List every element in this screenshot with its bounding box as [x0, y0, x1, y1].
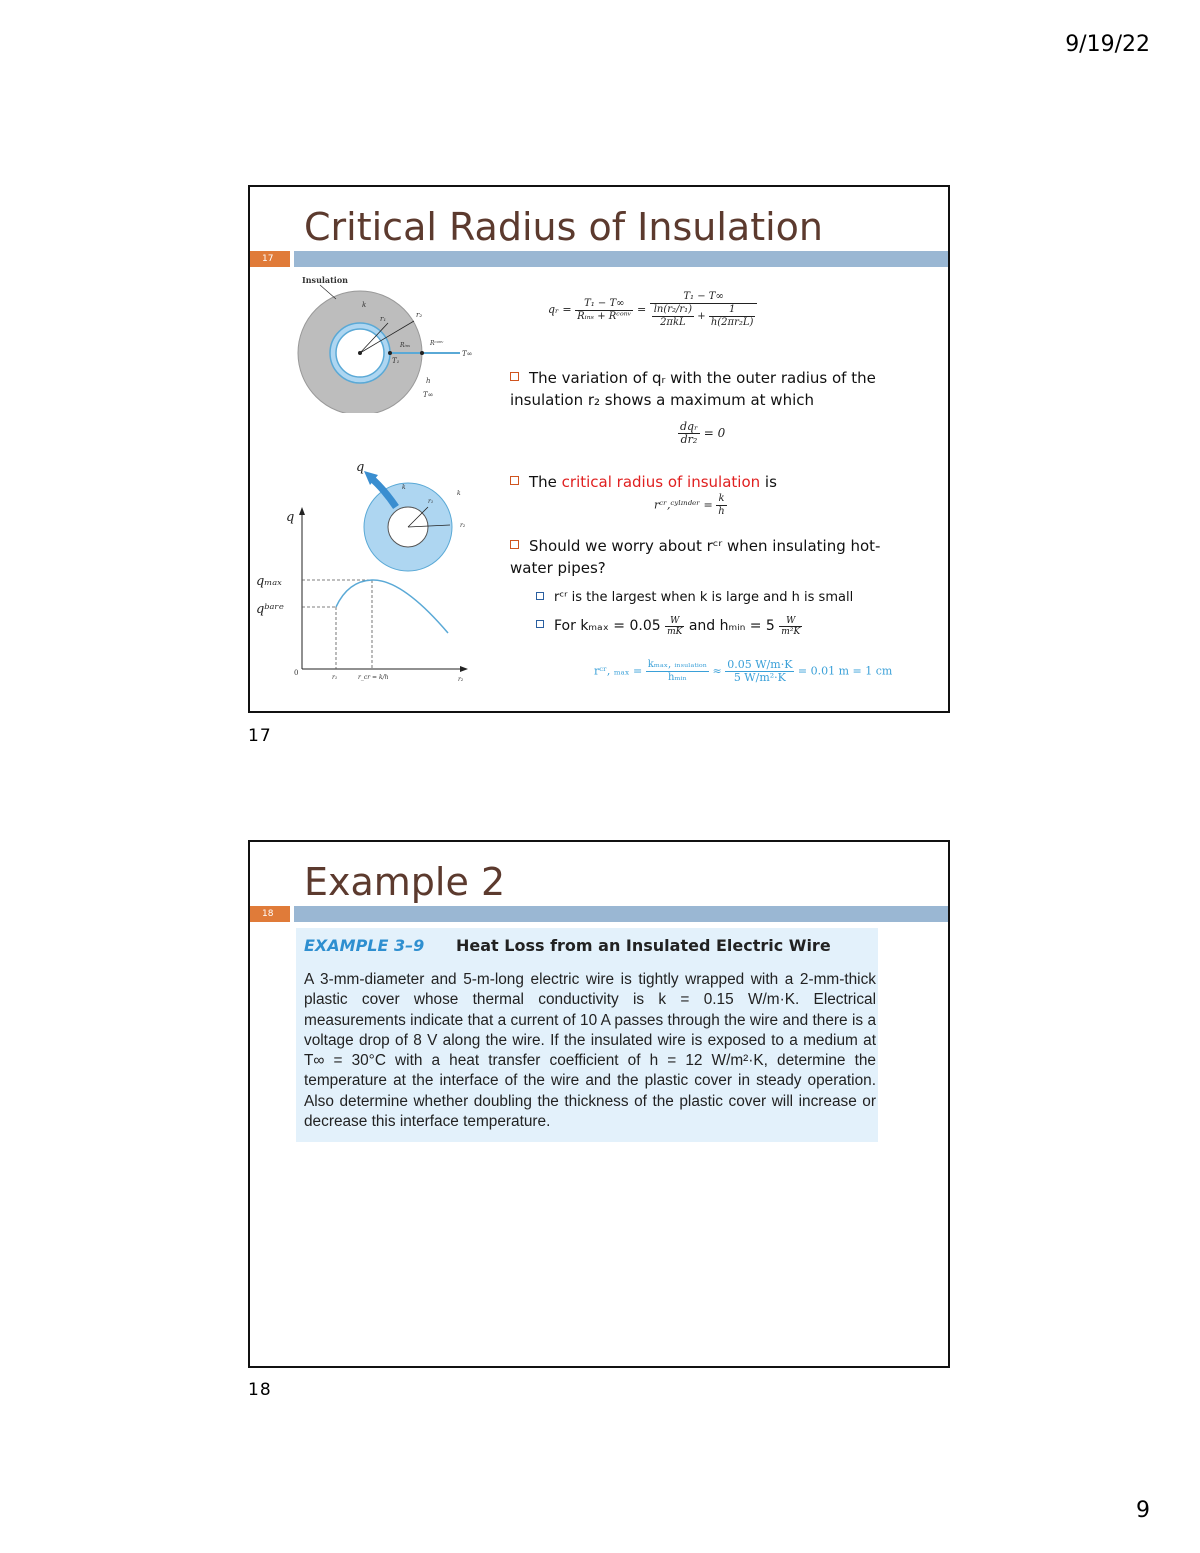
- result-f1-den: hₘᵢₙ: [667, 672, 687, 683]
- slide-18-caption: 18: [248, 1380, 272, 1400]
- unit1-num: W: [665, 616, 684, 627]
- k-inner-label: k: [402, 484, 406, 491]
- result-lhs: rᶜʳ, ₘₐₓ =: [594, 664, 643, 678]
- rcr-lhs: rᶜʳ,ᶜʸˡᶦⁿᵈᵉʳ =: [654, 498, 713, 512]
- bullet2-post: is: [760, 473, 777, 491]
- eq-f1-num: T₁ − T∞: [575, 298, 633, 311]
- insulation-label: Insulation: [302, 275, 348, 285]
- result-f1-num: kₘₐₓ, ᵢₙₛᵤₗₐₜᵢₒₙ: [647, 659, 708, 670]
- bullet-marker: [510, 540, 519, 549]
- eq-f1-den: Rᵢₙₛ + Rᶜᵒⁿᵛ: [577, 310, 632, 322]
- q-max-label: qₘₐₓ: [256, 574, 282, 589]
- result-equation: [594, 659, 892, 684]
- t1-label: T₁: [392, 357, 400, 365]
- bullet-marker: [510, 372, 519, 381]
- bullet-critical-radius: [510, 471, 910, 493]
- critical-radius-plot: [252, 459, 482, 689]
- deriv-rhs: = 0: [703, 426, 726, 440]
- sub-bullet-marker: [536, 620, 544, 628]
- slide-18: [248, 840, 950, 1368]
- slide-number-badge: 17: [250, 251, 290, 267]
- q-arrow-label: q: [356, 460, 365, 475]
- t-inf-label: T∞: [462, 350, 473, 358]
- title-bar: [294, 906, 948, 922]
- unit2-den: m²K: [781, 626, 801, 637]
- t-inf-label-2: T∞: [423, 391, 434, 399]
- y-axis-label: q: [286, 510, 295, 525]
- k-outer-label: k: [457, 490, 461, 497]
- example-label: EXAMPLE 3–9: [304, 936, 425, 955]
- eq-f2-den-b-den: h(2πr₂L): [710, 317, 754, 328]
- example-heading: [304, 936, 831, 955]
- eq-plus: +: [697, 311, 706, 322]
- bullet-worry-text: Should we worry about rᶜʳ when insulating hot-water pipes?: [510, 537, 881, 577]
- r-conv-label: Rᶜᵒⁿᵛ: [430, 340, 444, 347]
- origin-label: 0: [294, 669, 299, 677]
- rcr-num: k: [716, 493, 726, 506]
- slide-title: Critical Radius of Insulation: [304, 205, 823, 249]
- bullet2-pre: The: [529, 473, 562, 491]
- k-label: k: [362, 301, 367, 309]
- deriv-den: dr₂: [680, 433, 698, 446]
- result-rhs: = 0.01 m = 1 cm: [797, 664, 893, 678]
- slide-number-badge: 18: [250, 906, 290, 922]
- rcr-equation: [654, 493, 727, 518]
- result-approx: ≈: [712, 664, 722, 678]
- rcr-tick-label: r_cr = k/h: [358, 674, 389, 681]
- q-bare-label: qᵇᵃʳᵉ: [256, 602, 284, 617]
- r2-inner-label: r₂: [460, 522, 466, 529]
- example-title: Heat Loss from an Insulated Electric Wire: [456, 936, 831, 955]
- bullet-variation: [510, 367, 910, 411]
- slide-17: [248, 185, 950, 713]
- eq-f2-den-a-den: 2πkL: [660, 317, 686, 328]
- sub2-pre: For kₘₐₓ = 0.05: [554, 618, 661, 634]
- example-text: A 3-mm-diameter and 5-m-long electric wire is tightly wrapped with a 2-mm-thick plastic cover whose thermal conductivity is k = 0.15 W/m·K. Electrical measurements indicate that a current of 10 A passes through the wire and there is a voltage drop of 8 V along the wire. If the insulated wire is exposed to a medium at T∞ = 30°C with a heat transfer coefficient of h = 12 W/m²·K, determine the temperature at the interface of the wire and the plastic cover in steady operation. Also determine whether doubling the thickness of the plastic cover will increase or decrease this interface temperature.: [304, 971, 876, 1131]
- sub-bullet-values: [536, 615, 802, 637]
- r1-label: r₁: [380, 315, 387, 323]
- sub-bullet-largest: [536, 587, 853, 609]
- page-number: 9: [1136, 1498, 1150, 1523]
- unit1-den: mK: [667, 626, 683, 637]
- deriv-num: dqᵣ: [680, 420, 698, 433]
- r2-axis-label: r₂: [458, 676, 464, 683]
- eq-lhs: qᵣ =: [548, 303, 572, 316]
- sub-bullet-marker: [536, 592, 544, 600]
- insulated-pipe-figure: [290, 273, 480, 413]
- bullet-variation-text: The variation of qᵣ with the outer radius of the insulation r₂ shows a maximum at which: [510, 369, 876, 409]
- r-ins-label: Rᵢₙₛ: [400, 342, 411, 349]
- eq-f2-den-b-num: 1: [709, 304, 756, 317]
- rcr-den: h: [718, 506, 725, 517]
- example-box: [296, 928, 878, 1142]
- eq-f2-den-a-num: ln(r₂/r₁): [653, 304, 693, 315]
- bullet-marker: [510, 476, 519, 485]
- eq-mid: =: [636, 303, 647, 316]
- page-date: 9/19/22: [1065, 32, 1150, 57]
- slide-title: Example 2: [304, 860, 506, 904]
- title-bar: [294, 251, 948, 267]
- result-f2-num: 0.05 W/m·K: [727, 658, 793, 671]
- bullet-worry: [510, 535, 910, 579]
- r1-inner-label: r₁: [428, 498, 434, 505]
- r1-tick-label: r₁: [332, 674, 338, 681]
- unit2-num: W: [779, 616, 802, 627]
- heat-rate-equation: [548, 291, 757, 329]
- sub-bullet-largest-text: rᶜʳ is the largest when k is large and h is small: [554, 590, 854, 605]
- derivative-equation: [678, 421, 725, 446]
- q-curve: [336, 580, 448, 633]
- sub2-mid: and hₘᵢₙ = 5: [688, 618, 775, 634]
- result-f2-den: 5 W/m²·K: [733, 671, 786, 684]
- slide-17-caption: 17: [248, 726, 272, 746]
- eq-f2-num: T₁ − T∞: [650, 291, 758, 304]
- r2-label: r₂: [416, 311, 423, 319]
- h-label: h: [426, 377, 431, 385]
- critical-radius-highlight: critical radius of insulation: [561, 473, 761, 491]
